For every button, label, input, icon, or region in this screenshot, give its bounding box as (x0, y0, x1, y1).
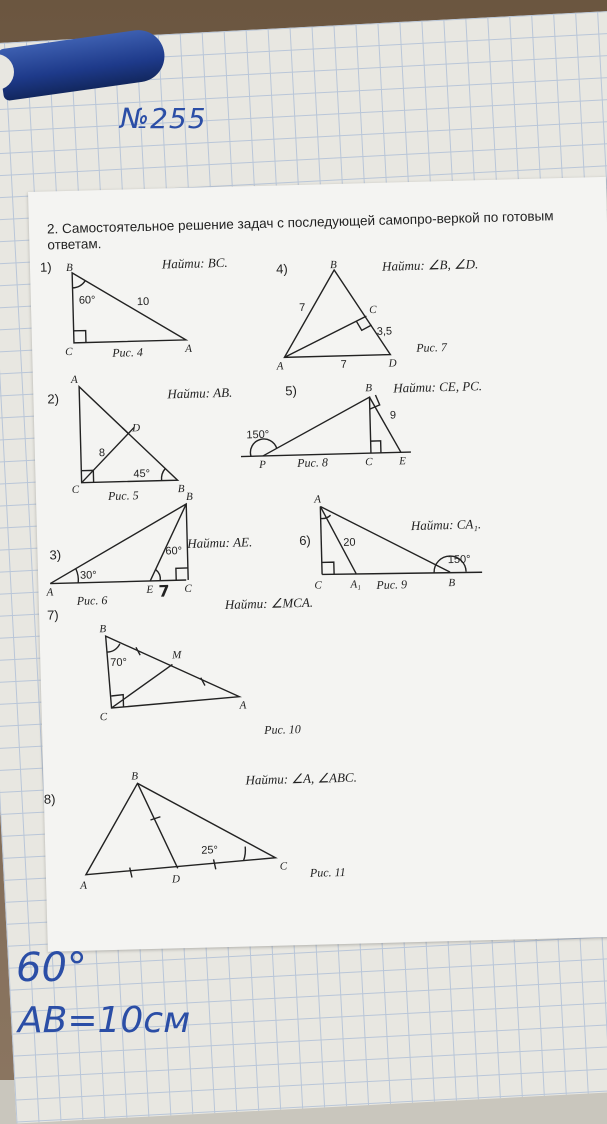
fig9-hypotenuse-ab (320, 503, 450, 575)
problem-6-number: 6) (299, 532, 311, 549)
fig6-label-e: E (146, 583, 154, 597)
fig7-side-cd: 3,5 (376, 325, 393, 338)
problem-6-find: Найти: CA₁. (410, 516, 482, 534)
fig9-label-a: A (313, 493, 322, 506)
worksheet-heading: 2. Самостоятельное решение задач с последующей самопро-веркой по готовым ответам. (46, 208, 554, 253)
fig9-leg-ac (320, 506, 322, 574)
fig8-right-angle-c (371, 441, 381, 453)
fig7-label-b: B (329, 258, 337, 272)
problem-4-find: Найти: ∠B, ∠D. (381, 256, 479, 274)
fig10-median-cm (110, 664, 173, 708)
fig11-angle-value: 25° (201, 844, 219, 857)
problem-2-find: Найти: AB. (167, 384, 233, 402)
fig11-angle-arc (243, 847, 245, 861)
fig8-right-angle-b (369, 395, 379, 409)
fig11-label-b: B (131, 770, 139, 783)
problem-5-number: 5) (285, 383, 298, 399)
problem-1 (40, 255, 230, 362)
fig4-label-c: C (65, 345, 73, 359)
fig5-label-b: B (177, 483, 185, 496)
fig11-label-a: A (80, 879, 88, 892)
fig9-label-a1: A₁ (350, 578, 362, 591)
fig4-angle-arc (72, 281, 85, 288)
problem-1-find: Найти: BC. (161, 254, 228, 272)
fig6-angle-e-value: 60° (165, 545, 183, 558)
fig8-angle-value: 150° (246, 428, 270, 442)
fig8-caption: Рис. 8 (297, 455, 329, 471)
fig6-label-a: A (46, 586, 54, 599)
fig8-triangle-pbc (262, 397, 371, 456)
problem-8-number: 8) (43, 791, 56, 807)
fig4-caption: Рис. 4 (112, 345, 144, 360)
fig8-label-c: C (365, 456, 373, 469)
fig5-label-a: A (70, 373, 78, 386)
fig6-angle-a-arc (76, 569, 79, 583)
fig5-angle-arc (161, 469, 165, 481)
fig9-base-line (322, 570, 482, 576)
fig7-label-d: D (388, 357, 397, 370)
fig9-label-b: B (448, 576, 456, 590)
handwritten-angle-answer: 60° (16, 945, 87, 991)
fig6-label-b: B (185, 490, 193, 503)
fig11-segment-bd (138, 782, 178, 869)
fig4-label-a: A (185, 342, 193, 355)
fig6-label-c: C (184, 582, 192, 596)
fig6-angle-e-arc (156, 570, 160, 581)
fig7-side-ab: 7 (298, 301, 306, 314)
fig10-label-m: M (172, 649, 182, 662)
fig9-label-c: C (314, 579, 322, 592)
fig6-segment-be (148, 504, 188, 581)
fig6-right-angle-c (176, 568, 188, 580)
fig5-side-value: 8 (98, 447, 106, 460)
problem-7-find: Найти: ∠MCA. (224, 594, 314, 612)
fig10-label-a: A (239, 699, 247, 712)
problem-6 (298, 489, 483, 594)
problem-5 (239, 378, 484, 471)
figures-layer (28, 177, 607, 952)
fig6-angle-a-value: 30° (79, 569, 97, 582)
fig7-caption: Рис. 7 (416, 340, 448, 355)
problem-1-number: 1) (39, 259, 52, 275)
problem-3 (43, 489, 254, 608)
fig4-label-b: B (65, 261, 73, 275)
fig9-side-value: 20 (343, 536, 356, 549)
fig8-angle-arc (250, 439, 277, 457)
fig6-handwritten-mark: 7 (158, 581, 170, 601)
problem-3-number: 3) (49, 547, 62, 563)
fig8-label-b: B (365, 382, 373, 395)
fig8-label-p: P (259, 458, 267, 472)
fig11-triangle (84, 780, 276, 875)
problem-3-find: Найти: AE. (187, 534, 253, 551)
fig7-label-c: C (369, 303, 377, 317)
fig6-caption: Рис. 6 (76, 593, 108, 608)
fig10-triangle (106, 633, 240, 708)
fig10-label-b: B (99, 623, 107, 636)
problem-8-find: Найти: ∠A, ∠ABC. (245, 769, 358, 788)
problem-2 (47, 370, 235, 505)
fig8-label-e: E (399, 455, 407, 468)
fig4-side-value: 10 (136, 295, 150, 309)
problem-5-find: Найти: CE, PC. (393, 378, 483, 396)
fig11-caption: Рис. 11 (309, 864, 346, 880)
fig9-angle-value: 150° (447, 553, 471, 567)
fig11-label-c: C (279, 860, 288, 873)
problem-4-number: 4) (275, 261, 288, 277)
fig10-caption: Рис. 10 (263, 722, 301, 737)
fig4-right-angle-mark (74, 331, 86, 343)
handwritten-problem-number: №255 (120, 102, 207, 135)
fig10-label-c: C (99, 711, 108, 724)
problem-7 (47, 595, 317, 743)
fig5-angle-value: 45° (133, 467, 151, 481)
fig7-label-a: A (276, 360, 284, 373)
handwritten-side-answer: AB=10см (18, 1000, 191, 1041)
problem-7-number: 7) (46, 607, 59, 623)
fig5-caption: Рис. 5 (107, 488, 139, 504)
problem-2-number: 2) (47, 391, 60, 407)
fig11-label-d: D (171, 873, 181, 886)
fig5-label-d: D (132, 422, 141, 435)
problem-8 (43, 765, 359, 893)
fig10-angle-value: 70° (110, 656, 128, 670)
fig9-caption: Рис. 9 (376, 577, 408, 593)
fig8-side-value: 9 (389, 409, 397, 422)
fig9-right-angle-c (322, 562, 334, 574)
fig8-segment-be (369, 396, 400, 453)
fig4-angle-value: 60° (78, 294, 96, 307)
fig7-side-ad: 7 (340, 358, 347, 371)
worksheet-sheet (28, 177, 607, 952)
fig10-angle-arc (107, 644, 120, 652)
fig5-label-c: C (71, 483, 80, 496)
problem-4 (273, 255, 481, 372)
